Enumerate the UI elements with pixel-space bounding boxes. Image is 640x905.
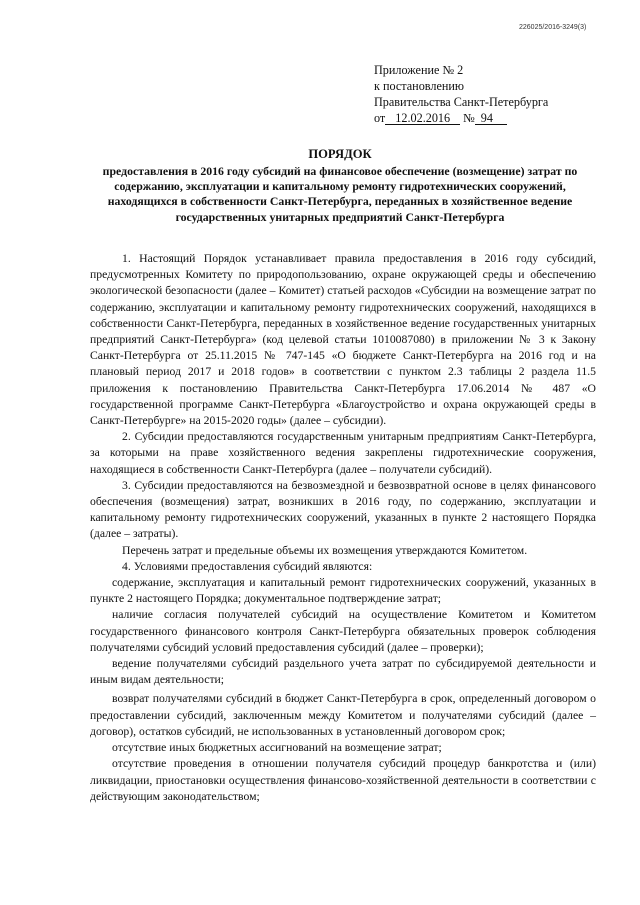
document-body <box>90 251 596 805</box>
annex-date: 12.02.2016 <box>385 112 460 125</box>
annex-number: 94 <box>475 112 507 125</box>
document-id: 226025/2016-3249(3) <box>519 24 587 31</box>
annex-number-prefix: № <box>463 111 475 125</box>
annex-date-line <box>374 110 548 126</box>
document-subtitle: предоставления в 2016 году субсидий на финансовое обеспечение (возмещение) затрат по содержанию, эксплуатации и капитальному ремонту гидротехнических сооружений, находящихся в собственности Санкт-Петербурга, переданных в хозяйственное ведение государственных унитарных предприятий Санкт-Петербурга <box>102 164 578 224</box>
paragraph-1: 1. Настоящий Порядок устанавливает правила предоставления в 2016 году субсидий, предусмотренных Комитету по природопользованию, охране окружающей среды и обеспечению экологической безопасности (далее – Комитет) статьей расходов «Субсидии на возмещение затрат по содержанию, эксплуатации и капитальному ремонту гидротехнических сооружений, находящихся в собственности Санкт-Петербурга, переданных в хозяйственное ведение государственных унитарных предприятий Санкт-Петербурга» (код целевой статьи 1010087080) в приложении № 3 к Закону Санкт-Петербурга от 25.11.2015 № 747-145 «О бюджете Санкт-Петербурга на 2016 год и на плановый период 2017 и 2018 годов» в соответствии с пунктом 2.3 таблицы 2 раздела 11.5 приложения к постановлению Правительства Санкт-Петербурга 17.06.2014 № 487 «О государственной программе Санкт-Петербурга «Благоустройство и охрана окружающей среды в Санкт-Петербурге» на 2015-2020 годы» (далее – субсидии). <box>90 252 596 428</box>
paragraph-4: 4. Условиями предоставления субсидий являются: <box>122 559 373 573</box>
condition-item: отсутствие проведения в отношении получателя субсидий процедур банкротства и (или) ликвидации, приостановки осуществления финансово-хозяйственной деятельности в соответствии с действующим законодательством; <box>90 757 596 803</box>
annex-block <box>374 62 548 126</box>
condition-item: ведение получателями субсидий раздельного учета затрат по субсидируемой деятельности и иным видам деятельности; <box>90 657 596 687</box>
condition-item: наличие согласия получателей субсидий на осуществление Комитетом и Комитетом государственного финансового контроля Санкт-Петербурга обязательных проверок соблюдения получателями субсидий условий предоставления субсидий (далее – проверки); <box>90 608 596 654</box>
condition-item: возврат получателями субсидий в бюджет Санкт-Петербурга в срок, определенный договором о предоставлении субсидий, заключенным между Комитетом и получателями субсидий (далее – договор), остатков субсидий, не использованных в установленный договором срок; <box>90 692 596 738</box>
paragraph-2: 2. Субсидии предоставляются государственным унитарным предприятиям Санкт-Петербурга, за которыми на праве хозяйственного ведения закреплены гидротехнические сооружения, находящиеся в собственности Санкт-Петербурга (далее – получатели субсидий). <box>90 430 596 476</box>
paragraph-3: 3. Субсидии предоставляются на безвозмездной и безвозвратной основе в целях финансового обеспечения (возмещения) затрат, возникших в 2016 году, по содержанию, эксплуатации и капитальному ремонту гидротехнических сооружений, указанных в пункте 2 настоящего Порядка (далее – затраты). <box>90 478 596 541</box>
annex-line-1: Приложение № 2 <box>374 63 464 77</box>
condition-item: содержание, эксплуатация и капитальный ремонт гидротехнических сооружений, указанных в пункте 2 настоящего Порядка; документальное подтверждение затрат; <box>90 576 596 606</box>
annex-line-3: Правительства Санкт-Петербурга <box>374 95 549 109</box>
annex-date-prefix: от <box>374 111 386 125</box>
document-title: ПОРЯДОК <box>308 147 372 161</box>
paragraph-3-note: Перечень затрат и предельные объемы их возмещения утверждаются Комитетом. <box>122 543 528 557</box>
annex-line-2: к постановлению <box>374 79 465 93</box>
condition-item: отсутствие иных бюджетных ассигнований на возмещение затрат; <box>112 741 442 755</box>
